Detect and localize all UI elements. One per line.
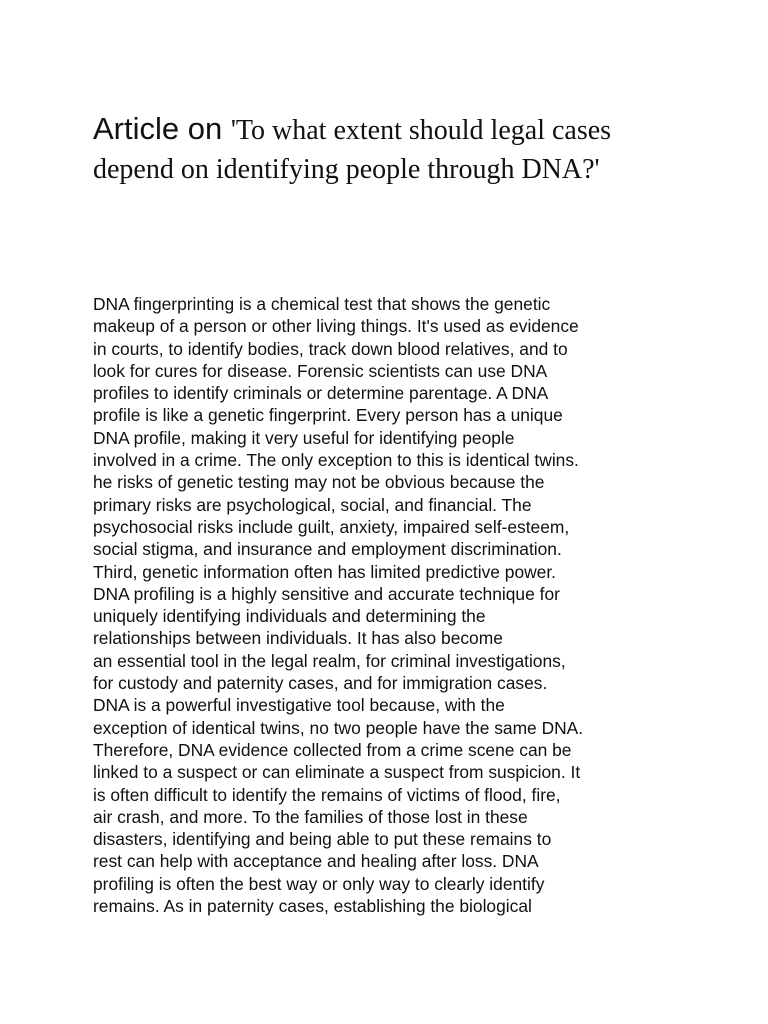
body-line: profiles to identify criminals or determine parentage. A DNA [93, 383, 549, 404]
body-line: remains. As in paternity cases, establishing the biological [93, 896, 532, 917]
body-line: disasters, identifying and being able to put these remains to [93, 829, 552, 850]
body-line: air crash, and more. To the families of those lost in these [93, 806, 528, 827]
body-line: DNA fingerprinting is a chemical test that shows the genetic [93, 294, 551, 314]
body-line: for custody and paternity cases, and for immigration cases. [93, 673, 548, 694]
body-line: look for cures for disease. Forensic scientists can use DNA [93, 360, 548, 381]
body-line: involved in a crime. The only exception to this is identical twins. [93, 450, 579, 471]
article-body [93, 293, 693, 917]
body-line: DNA profile, making it very useful for identifying people [93, 427, 515, 448]
body-line: makeup of a person or other living things. It's used as evidence [93, 316, 579, 337]
article-title-lead: Article on [93, 111, 231, 146]
body-line: primary risks are psychological, social, and financial. The [93, 494, 532, 515]
body-line: social stigma, and insurance and employment discrimination. [93, 539, 562, 560]
body-line: DNA is a powerful investigative tool because, with the [93, 695, 505, 716]
body-line: he risks of genetic testing may not be obvious because the [93, 472, 545, 493]
body-line: psychosocial risks include guilt, anxiety, impaired self-esteem, [93, 516, 570, 537]
body-line: is often difficult to identify the remains of victims of flood, fire, [93, 784, 561, 805]
body-line: in courts, to identify bodies, track down blood relatives, and to [93, 338, 568, 359]
body-line: profiling is often the best way or only way to clearly identify [93, 873, 545, 894]
body-line: an essential tool in the legal realm, for criminal investigations, [93, 650, 566, 671]
body-line: exception of identical twins, no two people have the same DNA. [93, 717, 584, 738]
body-line: uniquely identifying individuals and determining the [93, 606, 486, 627]
article-title [93, 110, 673, 188]
body-line: profile is like a genetic fingerprint. Every person has a unique [93, 405, 563, 426]
body-line: Third, genetic information often has limited predictive power. [93, 561, 557, 582]
body-line: relationships between individuals. It has also become [93, 628, 503, 649]
body-line: DNA profiling is a highly sensitive and accurate technique for [93, 583, 560, 604]
body-line: rest can help with acceptance and healing after loss. DNA [93, 851, 539, 872]
article-title-question: 'To what extent should legal cases depend on identifying people through DNA?' [93, 115, 612, 185]
body-line: linked to a suspect or can eliminate a suspect from suspicion. It [93, 762, 581, 783]
body-line: Therefore, DNA evidence collected from a crime scene can be [93, 739, 572, 760]
